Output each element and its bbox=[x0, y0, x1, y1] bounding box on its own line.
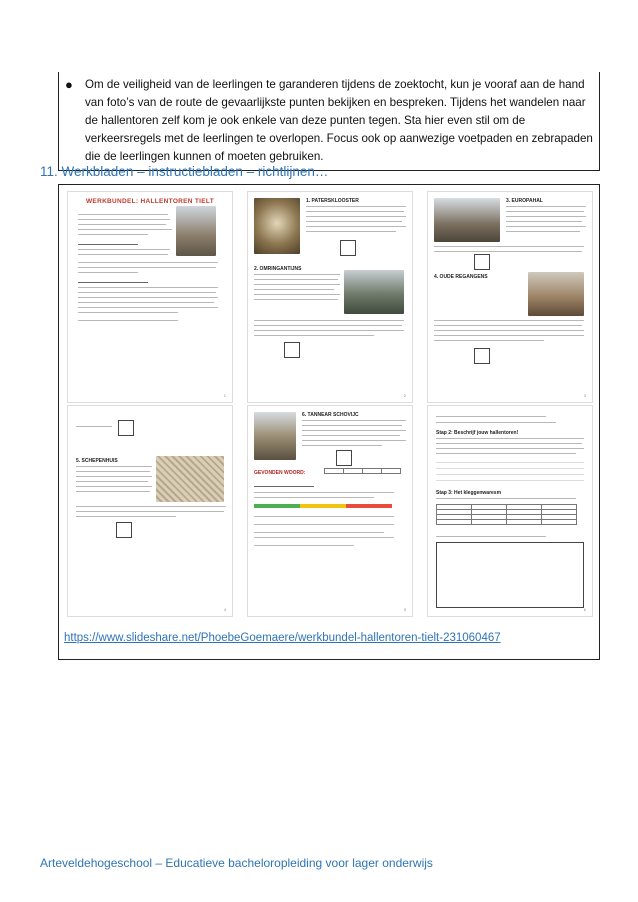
map-image bbox=[156, 456, 224, 502]
worksheet-page-4: 5. SCHEPENHUIS 4 bbox=[67, 405, 233, 617]
worksheet-page-3: 3. EUROPAHAL 4. OUDE REGANGENS 3 bbox=[427, 191, 593, 403]
worksheet-preview-frame bbox=[58, 184, 600, 660]
page-footer: Arteveldehogeschool – Educatieve bacheloropleiding voor lager onderwijs bbox=[40, 856, 433, 870]
section-number: 11. bbox=[40, 164, 58, 179]
answer-box bbox=[474, 254, 490, 270]
section-title: Werkbladen – instructiebladen – richtlijnen… bbox=[61, 164, 329, 179]
worksheet-page-2: 1. PATERSKLOOSTER 2. OMRINGANTIJNS 2 bbox=[247, 191, 413, 403]
building-photo bbox=[528, 272, 584, 316]
worksheet-heading: GEVONDEN WOORD: bbox=[254, 470, 306, 476]
slideshare-link[interactable]: https://www.slideshare.net/PhoebeGoemaere/werkbundel-hallentoren-tielt-231060467 bbox=[64, 632, 501, 644]
word-grid bbox=[324, 468, 401, 474]
bullet-icon: ● bbox=[65, 77, 73, 92]
answer-box bbox=[474, 348, 490, 364]
worksheet-page-5: 6. TANNEAR SCHOVIJC GEVONDEN WOORD: 5 bbox=[247, 405, 413, 617]
answer-box bbox=[284, 342, 300, 358]
section-heading bbox=[40, 164, 328, 179]
worksheet-page-title: WERKBUNDEL: HALLENTOREN TIELT bbox=[86, 198, 214, 205]
worksheet-page-6: Stap 2: Beschrijf jouw hallentoren! Stap 3: Het kleggenwaresm 6 bbox=[427, 405, 593, 617]
europahal-photo bbox=[434, 198, 500, 242]
worksheet-heading: 3. EUROPAHAL bbox=[506, 198, 543, 204]
globe-photo bbox=[254, 198, 300, 254]
worksheet-heading: 6. TANNEAR SCHOVIJC bbox=[302, 412, 359, 418]
answer-box bbox=[340, 240, 356, 256]
answer-box bbox=[118, 420, 134, 436]
worksheet-heading: 2. OMRINGANTIJNS bbox=[254, 266, 302, 272]
worksheet-pages bbox=[67, 191, 591, 611]
worksheet-page-1: WERKBUNDEL: HALLENTOREN TIELT 1 bbox=[67, 191, 233, 403]
answer-box bbox=[336, 450, 352, 466]
statue-photo bbox=[254, 412, 296, 460]
worksheet-heading: 4. OUDE REGANGENS bbox=[434, 274, 488, 280]
word-table bbox=[436, 504, 577, 525]
worksheet-heading: Stap 2: Beschrijf jouw hallentoren! bbox=[436, 430, 519, 436]
bullet-text: Om de veiligheid van de leerlingen te garanderen tijdens de zoektocht, kun je vooraf aan de hand van foto’s van de route de gevaarlijkste punten bekijken en bespreken. Tijdens het wandelen naar de hallentoren zelf kom je ook enkele van deze punten tegen. Sta hier even stil om de verkeersregels met de leerlingen te overlopen. Focus ook op aanwezige voetpaden en zebrapaden die de leerlingen kunnen of moeten gebruiken. bbox=[85, 78, 593, 163]
worksheet-heading: Stap 3: Het kleggenwaresm bbox=[436, 490, 502, 496]
answer-box bbox=[116, 522, 132, 538]
list-item bbox=[59, 72, 599, 170]
tank-photo bbox=[344, 270, 404, 314]
drawing-box bbox=[436, 542, 584, 608]
bullet-block bbox=[58, 72, 600, 171]
tower-photo bbox=[176, 206, 216, 256]
worksheet-heading: 5. SCHEPENHUIS bbox=[76, 458, 118, 464]
worksheet-heading: 1. PATERSKLOOSTER bbox=[306, 198, 359, 204]
